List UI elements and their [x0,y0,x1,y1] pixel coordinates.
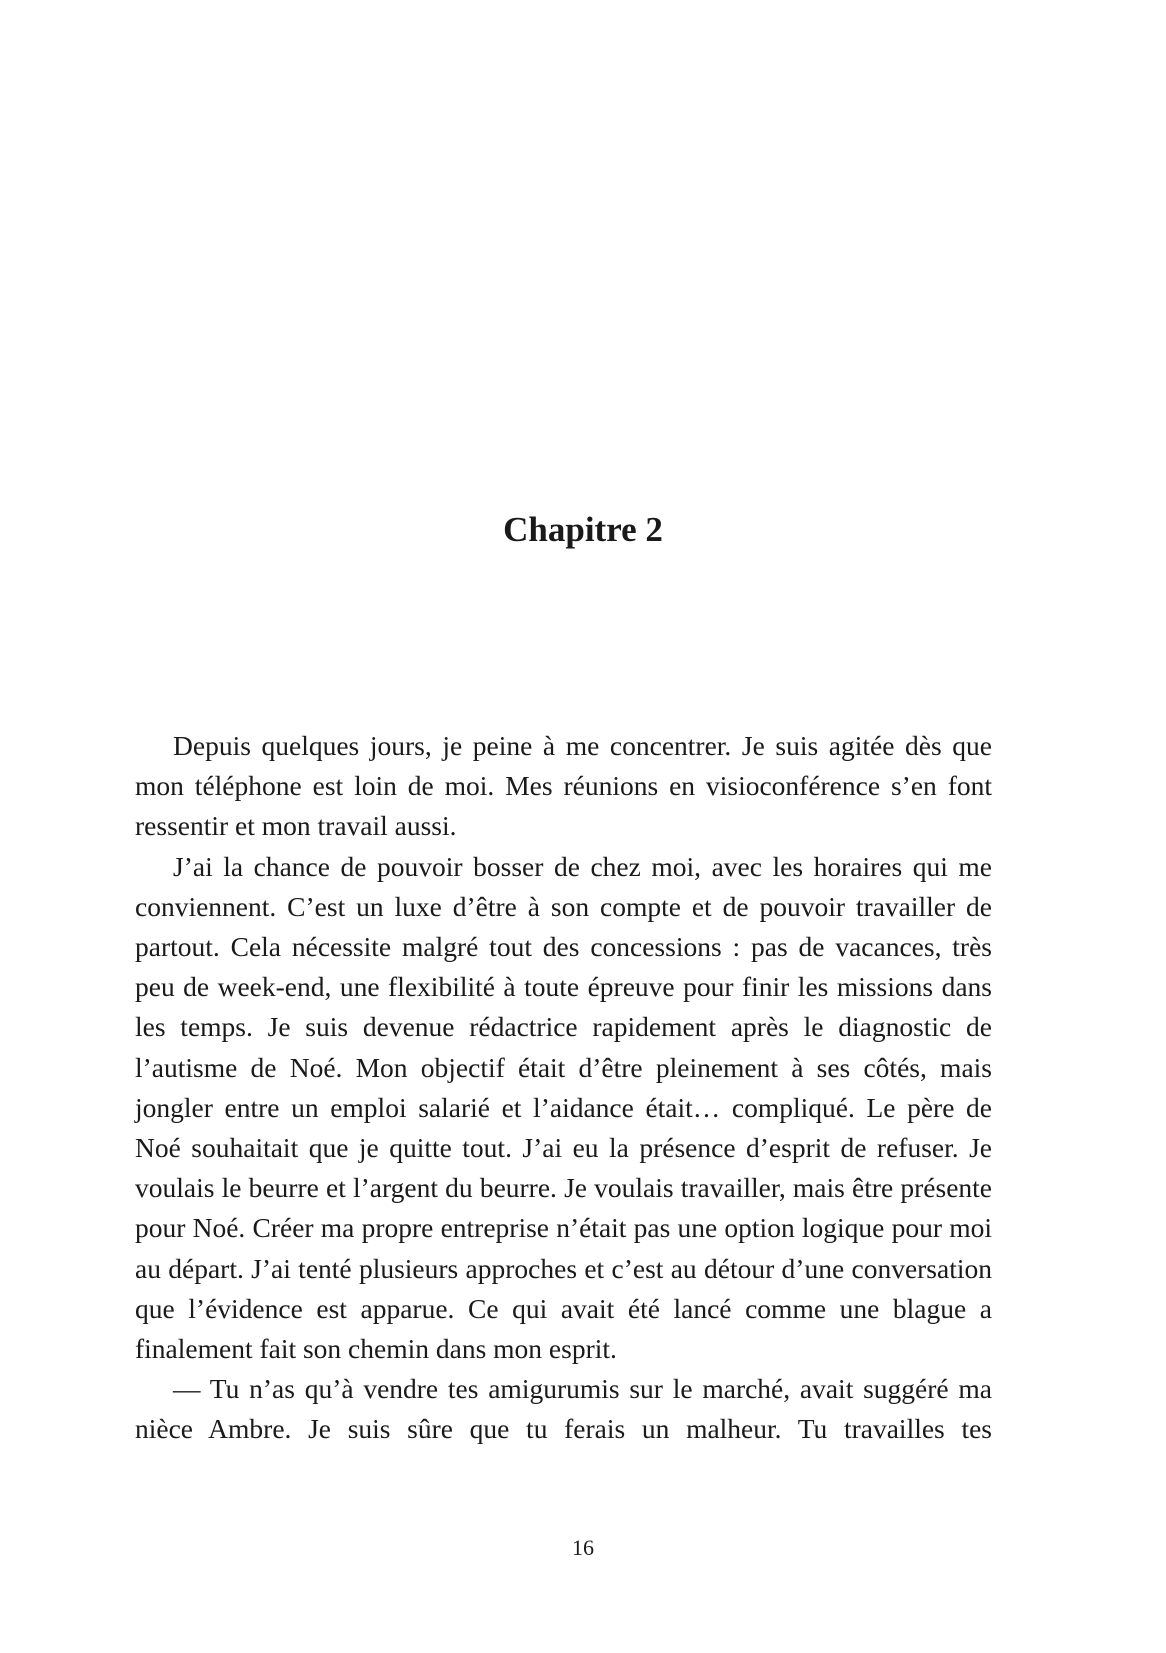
chapter-body [135,726,992,1450]
paragraph: — Tu n’as qu’à vendre tes amigurumis sur le marché, avait suggéré ma nièce Ambre. Je suis sûre que tu ferais un malheur. Tu travailles tes [135,1373,992,1445]
chapter-title: Chapitre 2 [503,510,663,549]
paragraph: J’ai la chance de pouvoir bosser de chez moi, avec les horaires qui me conviennent. C’est un luxe d’être à son compte et de pouvoir travailler de partout. Cela nécessite malgré tout des concessions : pas de vacances, très peu de week-end, une flexibilité à toute épreuve pour finir les missions dans les temps. Je suis devenue rédactrice rapidement après le diagnostic de l’autisme de Noé. Mon objectif était d’être pleinement à ses côtés, mais jongler entre un emploi salarié et l’aidance était… compliqué. Le père de Noé souhaitait que je quitte tout. J’ai eu la présence d’esprit de refuser. Je voulais le beurre et l’argent du beurre. Je voulais travailler, mais être présente pour Noé. Créer ma propre entreprise n’était pas une option logique pour moi au départ. J’ai tenté plusieurs approches et c’est au détour d’une conversation que l’évidence est apparue. Ce qui avait été lancé comme une blague a finalement fait son chemin dans mon esprit. [135,850,992,1365]
paragraph: Depuis quelques jours, je peine à me concentrer. Je suis agitée dès que mon téléphone est loin de moi. Mes réunions en visioconférence s’en font ressentir et mon travail aussi. [135,730,992,842]
page-number: 16 [572,1535,594,1560]
